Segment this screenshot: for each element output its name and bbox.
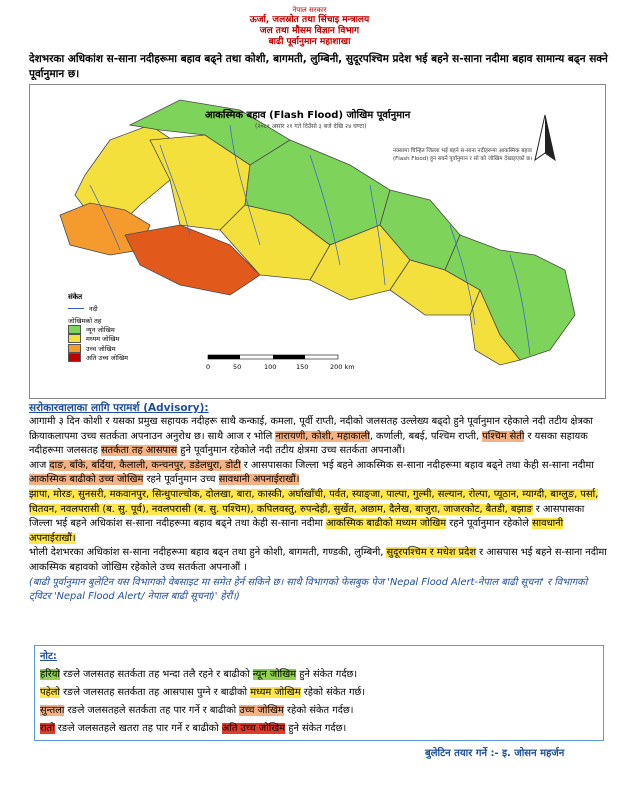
text: हुने संकेत गर्दछ। [285,723,347,734]
note-content [40,648,365,738]
scale-label-50: 50 [233,363,242,371]
note-line-orange [40,702,365,720]
highlight-caution: सावधानी अपनाईराखौं। [218,474,300,486]
text: भोली देशभरका अधिकांश स-साना नदीहरूमा बहाव बढ्न तथा हुने कोशी, बागमती, गण्डकी, लुम्बिनी, [29,547,387,559]
legend-title: संकेत [68,293,83,301]
risk-veryhigh: अति उच्च जोखिम [221,723,286,734]
risk-medium: मध्यम जोखिम [250,687,301,698]
note-line-yellow [40,684,365,702]
text: र आसपासका जिल्ला भई बहने आकस्मिक स-साना नदीहरूमा बहाव बढ्ने तथा केही स-साना नदीमा [240,459,594,471]
color-word-orange: सुन्तला [40,705,65,716]
color-word-yellow: पहेलो [40,687,60,698]
highlight-provinces: सुदूरपश्चिम र मधेश प्रदेश [386,547,476,559]
scale-label-200: 200 km [330,363,355,371]
scale-label-150: 150 [296,363,309,371]
bulletin-header [0,6,619,49]
risk-high: उच्च जोखिम [239,705,284,716]
swatch-low [68,325,81,334]
text: रहने पूर्वानुमान उच्च [143,474,219,486]
text: र यसका सहायक नदीहरूमा जलसतह [29,430,588,457]
note-title: नोट: [40,651,57,662]
swatch-veryhigh [68,353,81,362]
legend-item-medium [68,334,128,344]
advisory-title: सरोकारवालाका लागि परामर्श (Advisory): [29,402,209,414]
highlight-medium-risk: आकस्मिक बाढीको मध्यम जोखिम [326,518,447,530]
map-note-line2: (Flash Flood) हुन सक्ने पूर्वानुमान र सो को जोखिम देखाइएको छ। [393,156,533,162]
scale-label-100: 100 [264,363,277,371]
color-word-red: रातो [40,723,55,734]
swatch-medium [68,334,81,343]
text: रङले जलसतहले खतरा तह पार गर्ने र बाढीको [54,723,222,734]
advisory-para-3 [29,488,609,546]
highlight-medium-districts: झापा, मोरङ, सुनसरी, मकवानपुर, सिन्धुपाल्चोक, दोलखा, बारा, कास्की, अर्घाखाँची, पर्वत, स्याङ्जा, पाल्पा, गुल्मी, सल्यान, रोल्पा, प्यूठान, म्याग्दी, बाग्लुङ, पर्सा, चितवन, नवलपरासी (ब. सु. पूर्व), नवलपरासी (ब. सु. पश्चिम), कपिलवस्तु, रुपन्देही, सुर्खेत, अछाम, दैलेख, बाजुरा, जाजरकोट, बैतडी, बझाङ [29,488,599,515]
header-division: बाढी पूर्वानुमान महाशाखा [268,37,351,48]
text: रङले जलसतहले सतर्कता तह पार गर्ने र बाढीको [64,705,240,716]
map-subtitle: (२०८१ असार २१ गते दिउँसो ३ बजे देखि २४ घण्टा) [255,123,367,130]
text: , कर्णाली, बबई, पश्चिम राप्ती, [369,430,483,442]
highlight-high-districts: दाङ, बाँके, बर्दिया, कैलाली, कन्चनपुर, डडेलधुरा, डोटी [49,459,241,471]
header-department: जल तथा मौसम विज्ञान विभाग [259,26,360,36]
text: रङले जलसतह सतर्कता तह भन्दा तलै रहने र बाढीको [59,669,253,680]
text: हुने पूर्वानुमान रहेकोले नदी तटीय क्षेत्रमा उच्च सतर्कता अपनाऔं। [177,445,406,457]
advisory-para-2 [29,459,609,488]
note-line-green [40,666,365,684]
highlight-caution: सावधानी अपनाईराखौं। [29,518,564,544]
legend-item-high [68,344,128,354]
header-government: नेपाल सरकार [292,6,327,14]
legend-item-low [68,325,128,335]
advisory-body [29,415,609,605]
map-note [393,147,543,163]
river-line-icon [68,308,84,309]
risk-low: न्यून जोखिम [252,669,297,680]
advisory-para-4 [29,546,609,575]
highlight-high-rivers: पश्चिम सेती [482,430,525,442]
text: र आसपासका जिल्ला भई बहने अधिकांश स-साना नदीहरूमा बहाव बढ्ने तथा केही स-साना नदीमा [29,503,585,530]
text: रहेको संकेत गर्दछ। [283,705,354,716]
scale-bar [208,355,338,359]
advisory-para-5: (बाढी पूर्वानुमान बुलेटिन यस विभागको वेबसाइट मा समेत हेर्न सकिने छ। साथै विभागको फेसबुक पेज 'Nepal Flood Alert-नेपाल बाढी सूचना' र विभागको ट्विटर 'Nepal Flood Alert/ नेपाल बाढी सूचना)' हेरौं।) [29,576,588,603]
advisory-para-1 [29,415,609,459]
bulletin-signature: बुलेटिन तयार गर्ने :- इ. जोसन महर्जन [425,748,565,759]
legend-item-label: अति उच्च जोखिम [86,354,129,363]
map-legend [68,293,128,363]
text: र आसपास भई बहने स-साना नदीमा आकस्मिक बहावको जोखिम रहेकोले उच्च सतर्कता अपनाऔं । [29,547,607,573]
text: रहने पूर्वानुमान रहेकोले [446,518,532,530]
note-line-red [40,720,365,738]
text: रङले जलसतह सतर्कता तह आसपास पुग्ने र बाढीको [59,687,251,698]
color-word-green: हरियो [40,669,60,680]
text: आज [29,459,50,471]
map-note-line1: नक्सामा चिन्हित जिल्ला भई बहने स-साना नदीहरूमा आकस्मिक बहाव [393,148,532,154]
legend-item-veryhigh [68,353,128,363]
text: रहेको संकेत गर्छ। [300,687,366,698]
header-ministry: ऊर्जा, जलस्रोत तथा सिंचाइ मन्त्रालय [249,14,370,25]
swatch-high [68,344,81,353]
scale-label-0: 0 [206,363,211,371]
legend-river-label: नदी [89,305,98,314]
legend-river-row [68,304,128,314]
highlight-high-risk: आकस्मिक बाढीको उच्च जोखिम [29,474,144,486]
legend-item-label: न्यून जोखिम [86,325,115,334]
text: हुने संकेत गर्दछ। [296,669,358,680]
legend-item-label: मध्यम जोखिम [86,335,120,344]
intro-summary: देशभरका अधिकांश स-साना नदीहरूमा बहाव बढ्ने तथा कोशी, बागमती, लुम्बिनी, सुदूरपश्चिम प्रदेश भई बहने स-साना नदीमा बहाव सामान्य बढ्न सक्ने पूर्वानुमान छ। [29,53,608,80]
legend-item-label: उच्च जोखिम [86,344,116,353]
highlight-warning-level: सतर्कता तह आसपास [100,445,178,457]
map-title: आकस्मिक बहाव (Flash Flood) जोखिम पूर्वानुमान [205,110,411,121]
text: आगामी ३ दिन कोशी र यसका प्रमुख सहायक नदीहरू साथै कन्काई, कमला, पूर्वी राप्ती, नदीको जलसतह उल्लेख्य बढ्दो हुने पूर्वानुमान रहेकाले नदी तटीय क्षेत्रका क्रियाकलापमा उच्च सतर्कता अपनाउन अनुरोध छ। साथै आज र भोलि [29,416,593,442]
legend-risk-title: जोखिमको तह [68,316,102,325]
highlight-high-rivers: नारायणी, कोशी, महाकाली [275,430,370,442]
